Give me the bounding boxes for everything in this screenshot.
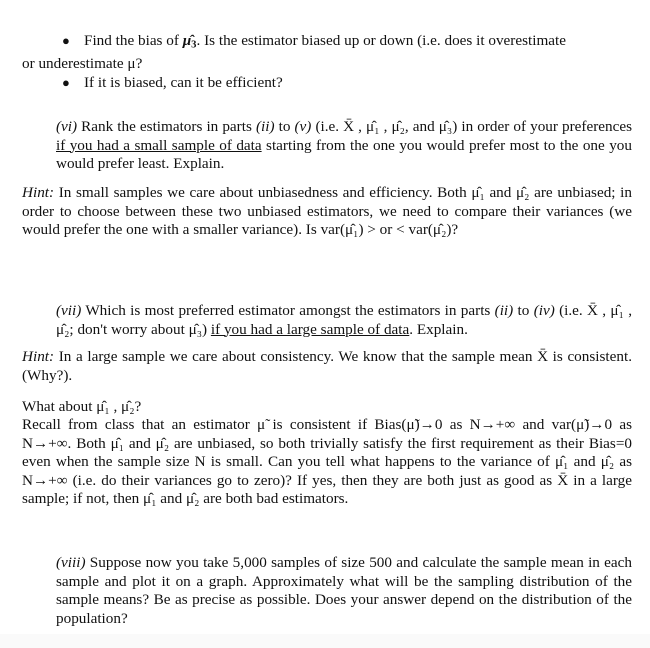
what-about-line (22, 398, 632, 417)
question-vii (56, 302, 632, 339)
question-text: (vi) Rank the estimators in parts (ii) to (v) (i.e. X̄ , μ̂₁ , μ̂₂, and μ̂₃) in order of your preferences if you had a small sample of data starting from the one you would prefer most to the one you would prefer least. Explain. (56, 118, 633, 172)
paragraph-text: Recall from class that an estimator μ̃ is consistent if Bias(μ̃)→0 as N→+∞ and var(μ̃)→0 as N→+∞. Both μ̂₁ and μ̂₂ are unbiased, so both trivially satisfy the first requirement as their Bias=0 even when the sample size N is small. Can you tell what happens to the variance of μ̂₁ and μ̂₂ as N→+∞ (i.e. do their variances go to zero)? If yes, then they are both just as good as X̄ in a large sample; if not, then μ̂₁ and μ̂₂ are both bad estimators. (22, 416, 632, 507)
bullet-icon: ● (62, 74, 70, 90)
bullet-text: If it is biased, can it be efficient? (84, 73, 283, 91)
bullet-list (22, 32, 632, 92)
hint-small-sample (22, 184, 632, 240)
question-viii (56, 554, 632, 628)
question-text: (vii) Which is most preferred estimator amongst the estimators in parts (ii) to (iv) (i.e. X̄ , μ̂₁ , μ̂₂; don't worry about μ̂₃) if you had a large sample of data. Explain. (56, 302, 632, 338)
list-item (22, 74, 632, 93)
hint-text: Hint: In small samples we care about unbiasedness and efficiency. Both μ̂₁ and μ̂₂ are unbiased; in order to choose between these two unbiased estimators, we need to compare their variances (we would prefer the one with a smaller variance). Is var(μ̂₁) > or < var(μ̂₂)? (22, 184, 632, 238)
question-vi (56, 118, 632, 174)
page-bottom-strip (0, 634, 650, 648)
paragraph-text: What about μ̂₁ , μ̂₂? (22, 398, 142, 415)
question-text: (viii) Suppose now you take 5,000 samples of size 500 and calculate the sample mean in each sample and plot it on a graph. Approximately what will be the sampling distribution of the sample means? Be as precise as possible. Does your answer depend on the distribution of the population? (56, 554, 632, 627)
hint-large-sample (22, 348, 632, 385)
recall-paragraph (22, 416, 632, 509)
bullet-icon: ● (62, 33, 70, 48)
list-item (22, 32, 632, 55)
bullet-text: Find the bias of $\mû_3$. Is the estimator biased up or down (i.e. does it overestimate (84, 32, 566, 51)
bullet-continuation: or underestimate μ? (22, 55, 143, 73)
hint-text: Hint: In a large sample we care about consistency. We know that the sample mean X̄ is consistent. (Why?). (22, 348, 632, 384)
